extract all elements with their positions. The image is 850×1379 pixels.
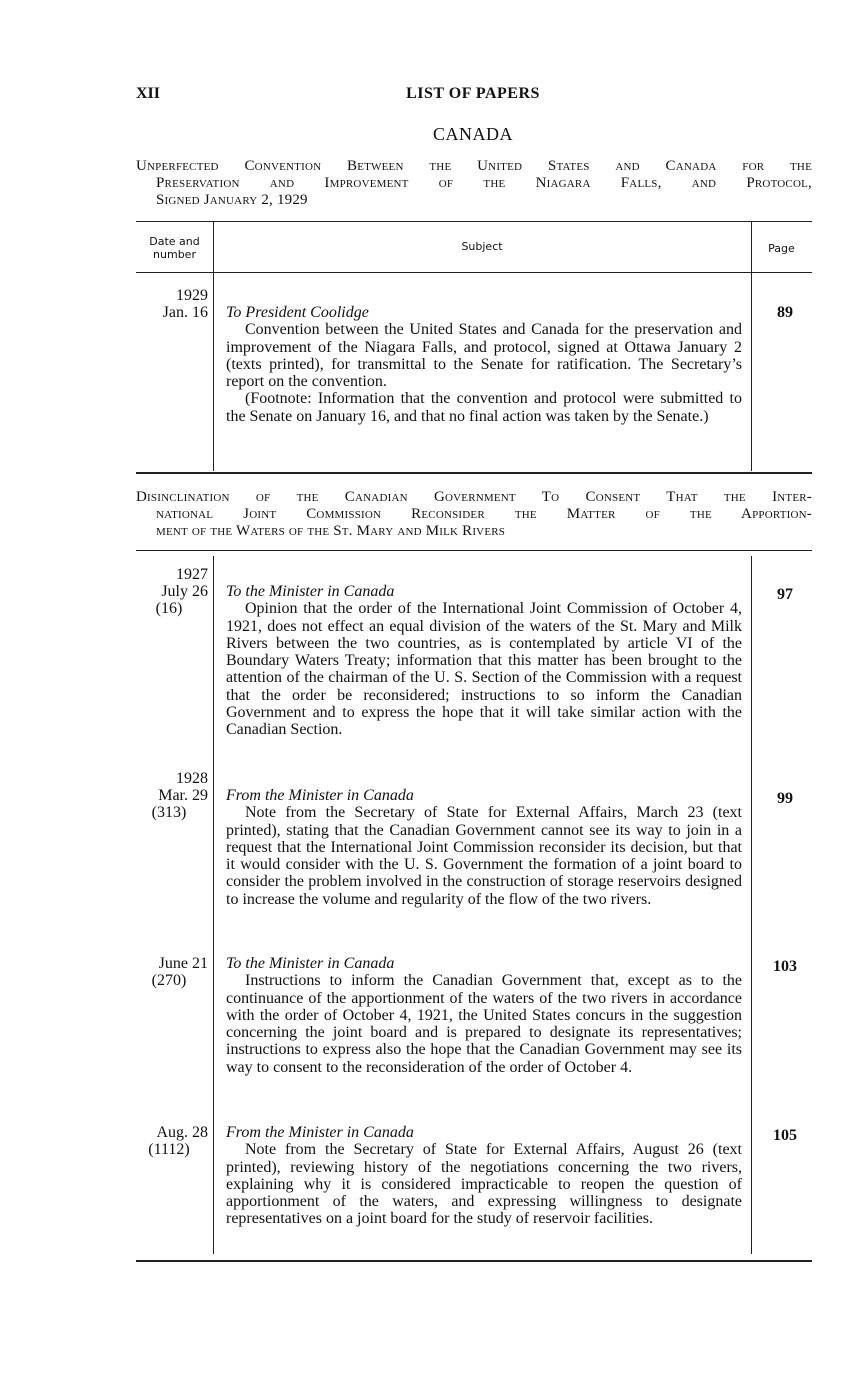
heading-line: Disinclination of the Canadian Government To Consent That the Inter- [136,489,812,505]
entry-number: (270) [151,972,187,989]
entry-text: Opinion that the order of the International Joint Commission of October 4, 1921, does not effect an equal division of the waters of the St. Mary and Milk Rivers between the two countries, as is contemplated by article VI of the Boundary Waters Treaty; information that this matter has been brought to the attention of the chairman of the U. S. Section of the Commission with a request that the order be reconsidered; instructions to so inform the Canadian Government and to express the hope that it will take similar action with the Canadian Section. [226,600,742,739]
entry-year: 1929 [176,287,208,304]
entry-subject [226,787,742,908]
entry-addressee: To President Coolidge [226,304,369,321]
column-header-page: Page [768,242,795,255]
entry-page: 89 [777,304,793,321]
table-rule [136,1260,812,1262]
column-divider [751,556,752,1254]
entry-addressee: To the Minister in Canada [226,583,395,600]
entry-date [130,287,208,321]
entry-date [130,566,208,617]
column-header-subject: Subject [461,240,503,253]
entry-year: 1927 [176,566,208,583]
heading-line: Preservation and Improvement of the Niagara Falls, and Protocol, [156,175,812,191]
entry-page: 97 [777,586,793,603]
entry-addressee: From the Minister in Canada [226,787,414,804]
entry-date [130,770,208,821]
column-divider [213,556,214,1254]
entry-day: Jan. 16 [162,304,208,321]
entry-subject [226,304,742,425]
column-header-date: Date and number [149,235,200,261]
table-rule [136,272,812,273]
heading-line: Unperfected Convention Between the United States and Canada for the [136,158,812,174]
entry-subject [226,1124,742,1228]
running-title: LIST OF PAPERS [406,85,540,102]
entry-subject [226,583,742,739]
entry-date [130,955,208,989]
entry-number: (1112) [148,1141,190,1158]
heading-line: Signed January 2, 1929 [156,192,308,208]
entry-text: Instructions to inform the Canadian Government that, except as to the continuance of the apportionment of the waters of the two rivers in accordance with the order of October 4, 1921, the United States concurs in the suggestion concerning the joint board and is prepared to designate its representatives; instructions to express also the hope that the Canadian Government may see its way to consent to the reconsideration of the order of October 4. [226,972,742,1076]
subsection-heading [136,158,812,209]
entry-page: 99 [777,790,793,807]
column-divider [751,221,752,471]
heading-line: national Joint Commission Reconsider the Matter of the Apportion- [156,506,812,522]
entry-day: July 26 [161,583,208,600]
entry-page: 105 [773,1127,797,1144]
section-title: CANADA [432,124,513,144]
subsection-heading [136,489,812,540]
entry-number: (313) [151,804,187,821]
table-rule [136,472,812,474]
entry-date [130,1124,208,1158]
entry-addressee: From the Minister in Canada [226,1124,414,1141]
entry-number: (16) [155,600,183,617]
entry-day: Mar. 29 [158,787,208,804]
entry-year: 1928 [176,770,208,787]
entry-addressee: To the Minister in Canada [226,955,395,972]
entry-text: Note from the Secretary of State for External Affairs, August 26 (text printed), reviewing history of the negotiations concerning the two rivers, explaining why it is considered impracticable to reopen the question of apportionment of the waters, and expressing willingness to designate representatives on a joint board for the study of reservoir facilities. [226,1141,742,1228]
table-rule [136,221,812,222]
entry-subject [226,955,742,1076]
entry-text: Note from the Secretary of State for External Affairs, March 23 (text printed), stating that the Canadian Government cannot see its way to join in a request that the International Joint Commission reconsider its decision, but that it would consider with the U. S. Government the formation of a joint board to consider the problem involved in the construction of storage reservoirs designed to increase the volume and regularity of the flow of the two rivers. [226,804,742,908]
entry-day: Aug. 28 [156,1124,208,1141]
table-rule [136,550,812,551]
page-number: XII [136,85,161,102]
entry-note: (Footnote: Information that the convention and protocol were submitted to the Senate on January 16, and that no final action was taken by the Senate.) [226,390,742,425]
heading-line: ment of the Waters of the St. Mary and Milk Rivers [156,523,506,539]
entry-text: Convention between the United States and Canada for the preservation and improvement of the Niagara Falls, and protocol, signed at Ottawa January 2 (texts printed), for transmittal to the Senate for ratification. The Secretary’s report on the convention. [226,321,742,391]
entry-day: June 21 [158,955,208,972]
entry-page: 103 [773,958,797,975]
column-divider [213,221,214,471]
